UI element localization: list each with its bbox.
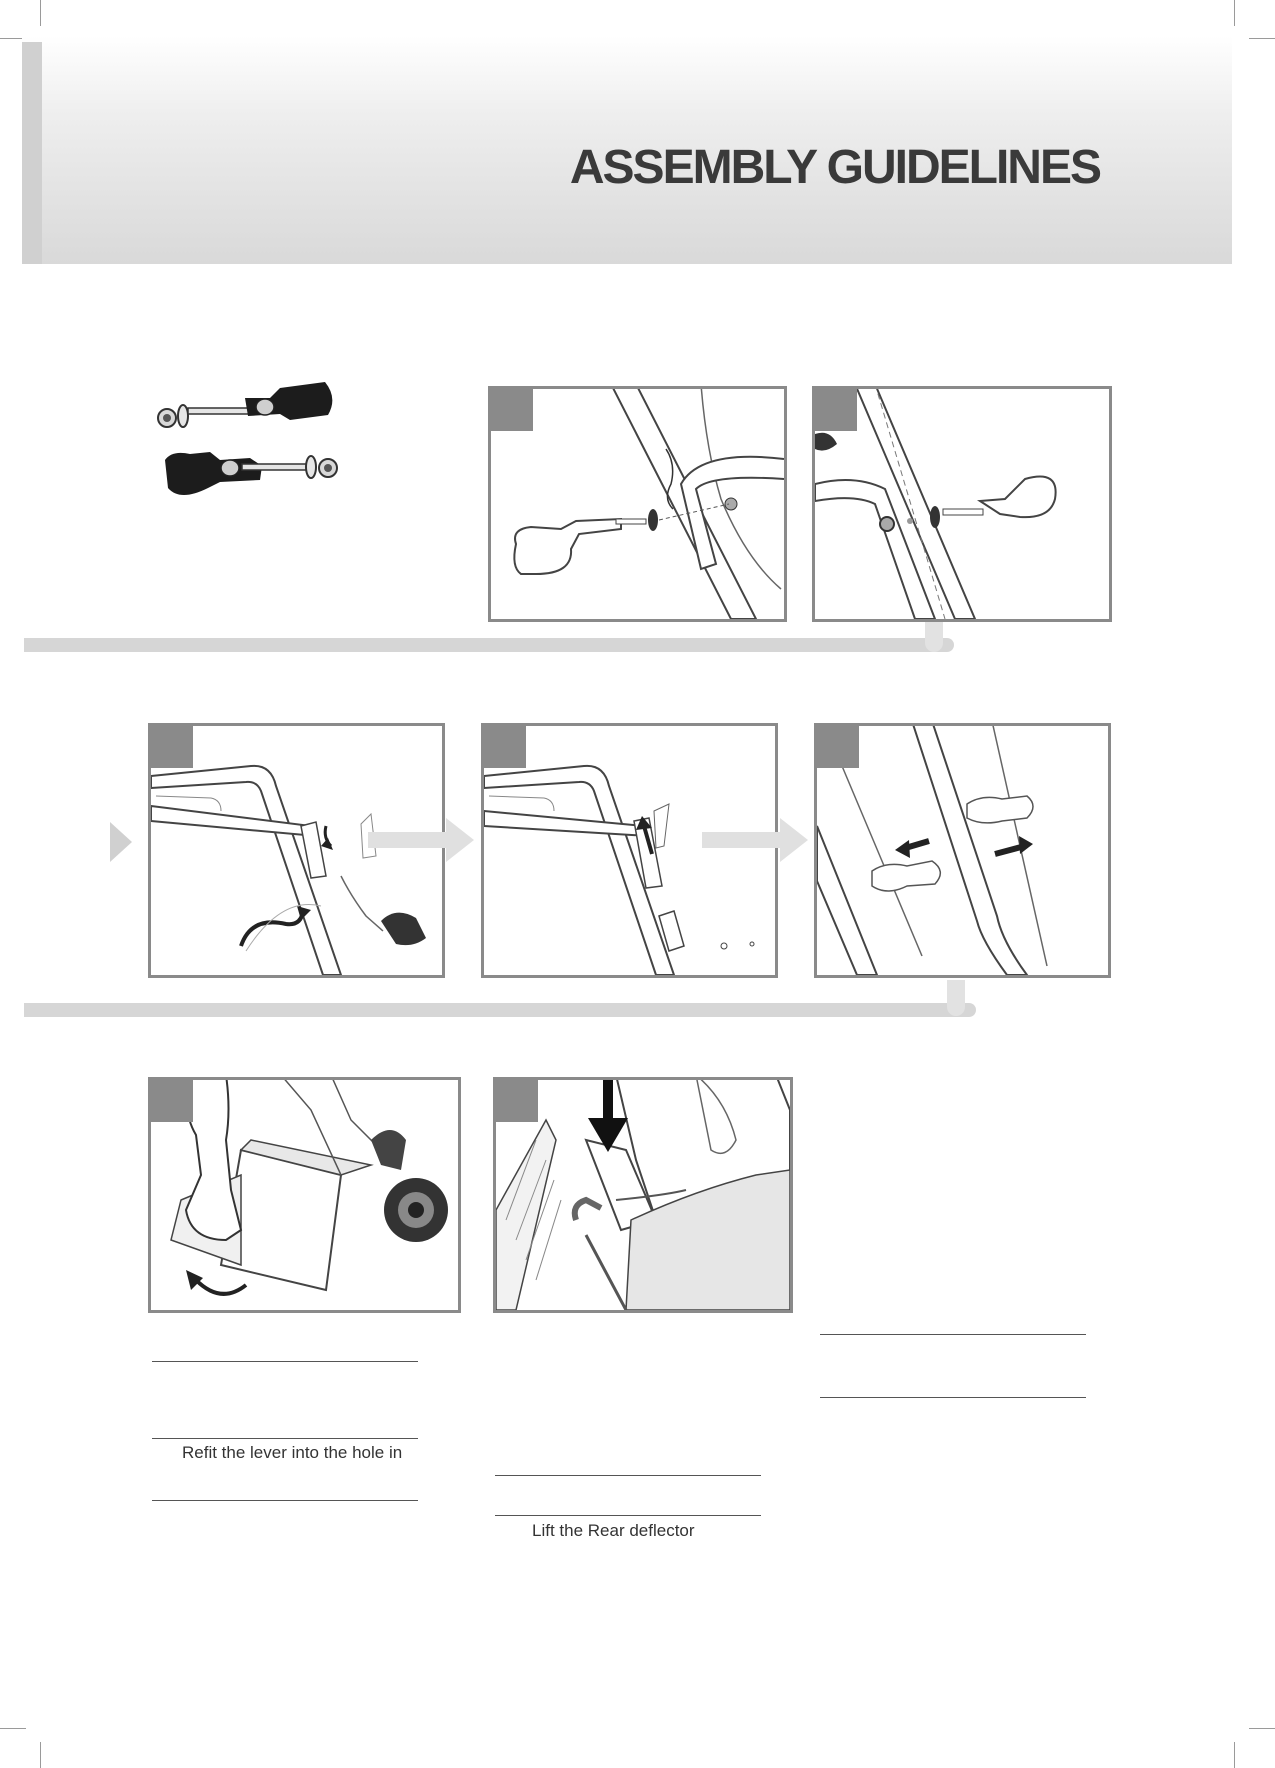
- crop-mark: [0, 1728, 26, 1729]
- knob-bolt-parts-icon: [150, 370, 350, 510]
- step-panel-6: [148, 1077, 461, 1313]
- text-rule: [152, 1500, 418, 1501]
- crop-mark: [1234, 1742, 1235, 1768]
- flow-arrow-icon: [702, 818, 810, 862]
- flow-arrow-icon: [368, 818, 476, 862]
- header-accent-bar: [22, 42, 42, 264]
- step-number-box: [151, 726, 193, 768]
- step-number-box: [491, 389, 533, 431]
- section-divider: [24, 638, 954, 652]
- step-number-box: [484, 726, 526, 768]
- section-divider: [24, 1003, 976, 1017]
- section-divider-tab: [947, 980, 965, 1016]
- flow-arrow-icon: [108, 822, 134, 862]
- crop-mark: [40, 0, 41, 26]
- section-divider-tab: [925, 622, 943, 652]
- crop-mark: [40, 1742, 41, 1768]
- step-caption-lift-deflector: Lift the Rear deflector: [532, 1521, 695, 1540]
- text-rule: [152, 1438, 418, 1439]
- crop-mark: [1249, 1728, 1275, 1729]
- text-rule: [495, 1515, 761, 1516]
- crop-mark: [1249, 38, 1275, 39]
- step-number-box: [815, 389, 857, 431]
- text-rule: [820, 1334, 1086, 1335]
- step-number-box: [496, 1080, 538, 1122]
- page-title: ASSEMBLY GUIDELINES: [569, 141, 1100, 194]
- step-panel-1: [488, 386, 787, 622]
- step-panel-2: [812, 386, 1112, 622]
- text-rule: [152, 1361, 418, 1362]
- step-number-box: [817, 726, 859, 768]
- step-caption-refit-lever: Refit the lever into the hole in: [182, 1443, 403, 1462]
- step-panel-5: [814, 723, 1111, 978]
- step-panel-7: [493, 1077, 793, 1313]
- text-rule: [495, 1475, 761, 1476]
- step-number-box: [151, 1080, 193, 1122]
- crop-mark: [1234, 0, 1235, 26]
- text-rule: [820, 1397, 1086, 1398]
